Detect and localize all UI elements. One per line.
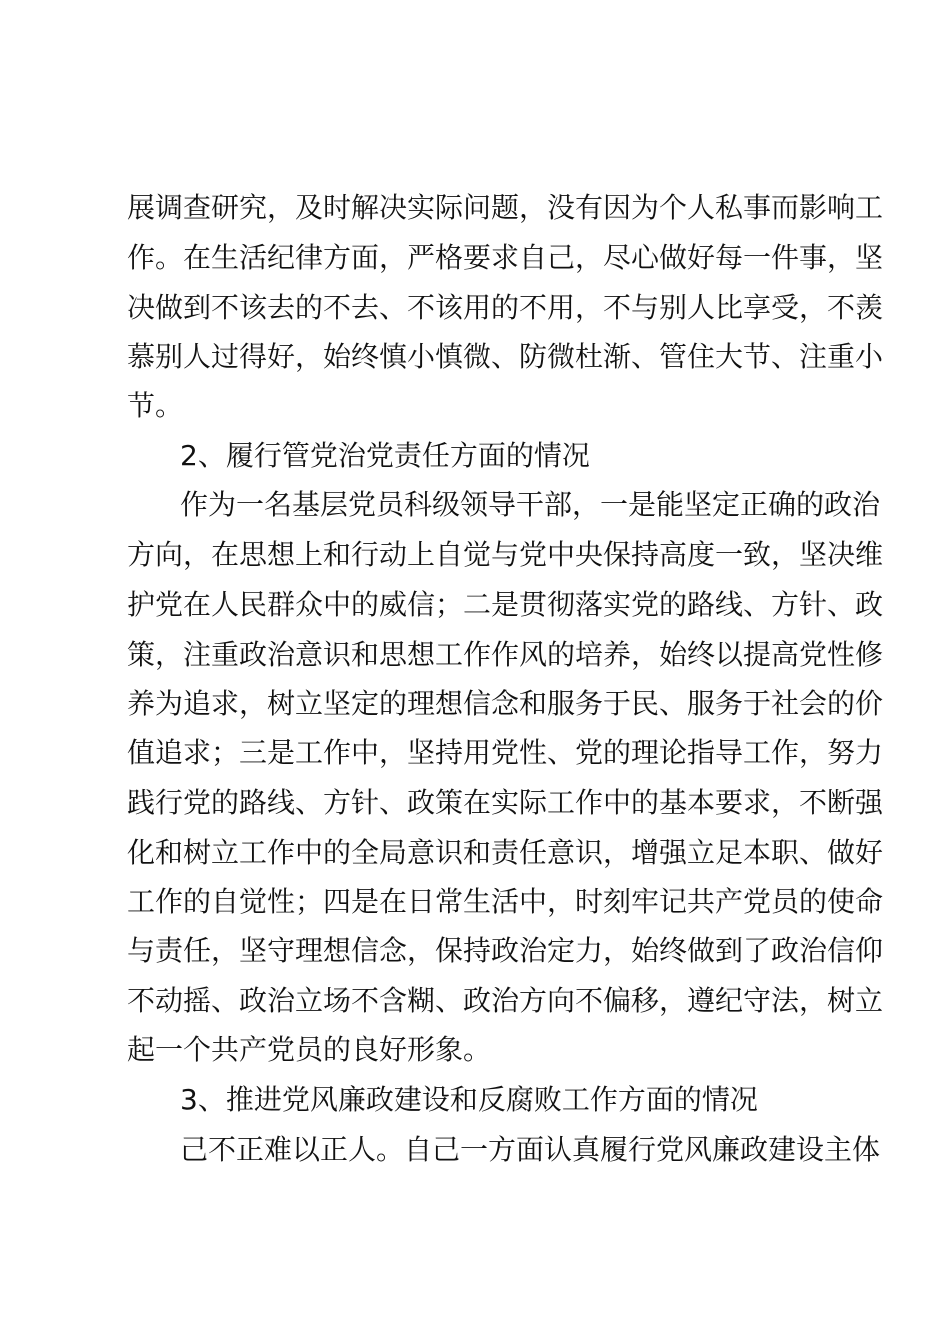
paragraph-first-line: 作为一名基层党员科级领导干部，一是能坚定正确的政治 [180, 488, 881, 521]
section-heading: 3、推进党风廉政建设和反腐败工作方面的情况 [180, 1083, 758, 1116]
text-line: 决做到不该去的不去、不该用的不用，不与别人比享受，不羡 [127, 291, 884, 324]
text-line: 养为追求，树立坚定的理想信念和服务于民、服务于社会的价 [127, 687, 884, 720]
text-line: 起一个共产党员的良好形象。 [127, 1033, 492, 1066]
text-line: 化和树立工作中的全局意识和责任意识，增强立足本职、做好 [127, 836, 884, 869]
text-line: 展调查研究，及时解决实际问题，没有因为个人私事而影响工 [127, 191, 884, 224]
text-line: 值追求；三是工作中，坚持用党性、党的理论指导工作，努力 [127, 736, 884, 769]
text-line: 工作的自觉性；四是在日常生活中，时刻牢记共产党员的使命 [127, 885, 884, 918]
text-line: 践行党的路线、方针、政策在实际工作中的基本要求，不断强 [127, 786, 884, 819]
text-line: 不动摇、政治立场不含糊、政治方向不偏移，遵纪守法，树立 [127, 984, 884, 1017]
text-line: 方向，在思想上和行动上自觉与党中央保持高度一致，坚决维 [127, 538, 884, 571]
paragraph-first-line: 己不正难以正人。自己一方面认真履行党风廉政建设主体 [180, 1133, 881, 1166]
text-line: 护党在人民群众中的威信；二是贯彻落实党的路线、方针、政 [127, 588, 884, 621]
section-heading: 2、履行管党治党责任方面的情况 [180, 439, 590, 472]
text-line: 策，注重政治意识和思想工作作风的培养，始终以提高党性修 [127, 638, 884, 671]
text-line: 与责任，坚守理想信念，保持政治定力，始终做到了政治信仰 [127, 934, 884, 967]
text-line: 慕别人过得好，始终慎小慎微、防微杜渐、管住大节、注重小 [127, 340, 884, 373]
text-line: 节。 [127, 389, 184, 422]
text-line: 作。在生活纪律方面，严格要求自己，尽心做好每一件事，坚 [127, 241, 884, 274]
